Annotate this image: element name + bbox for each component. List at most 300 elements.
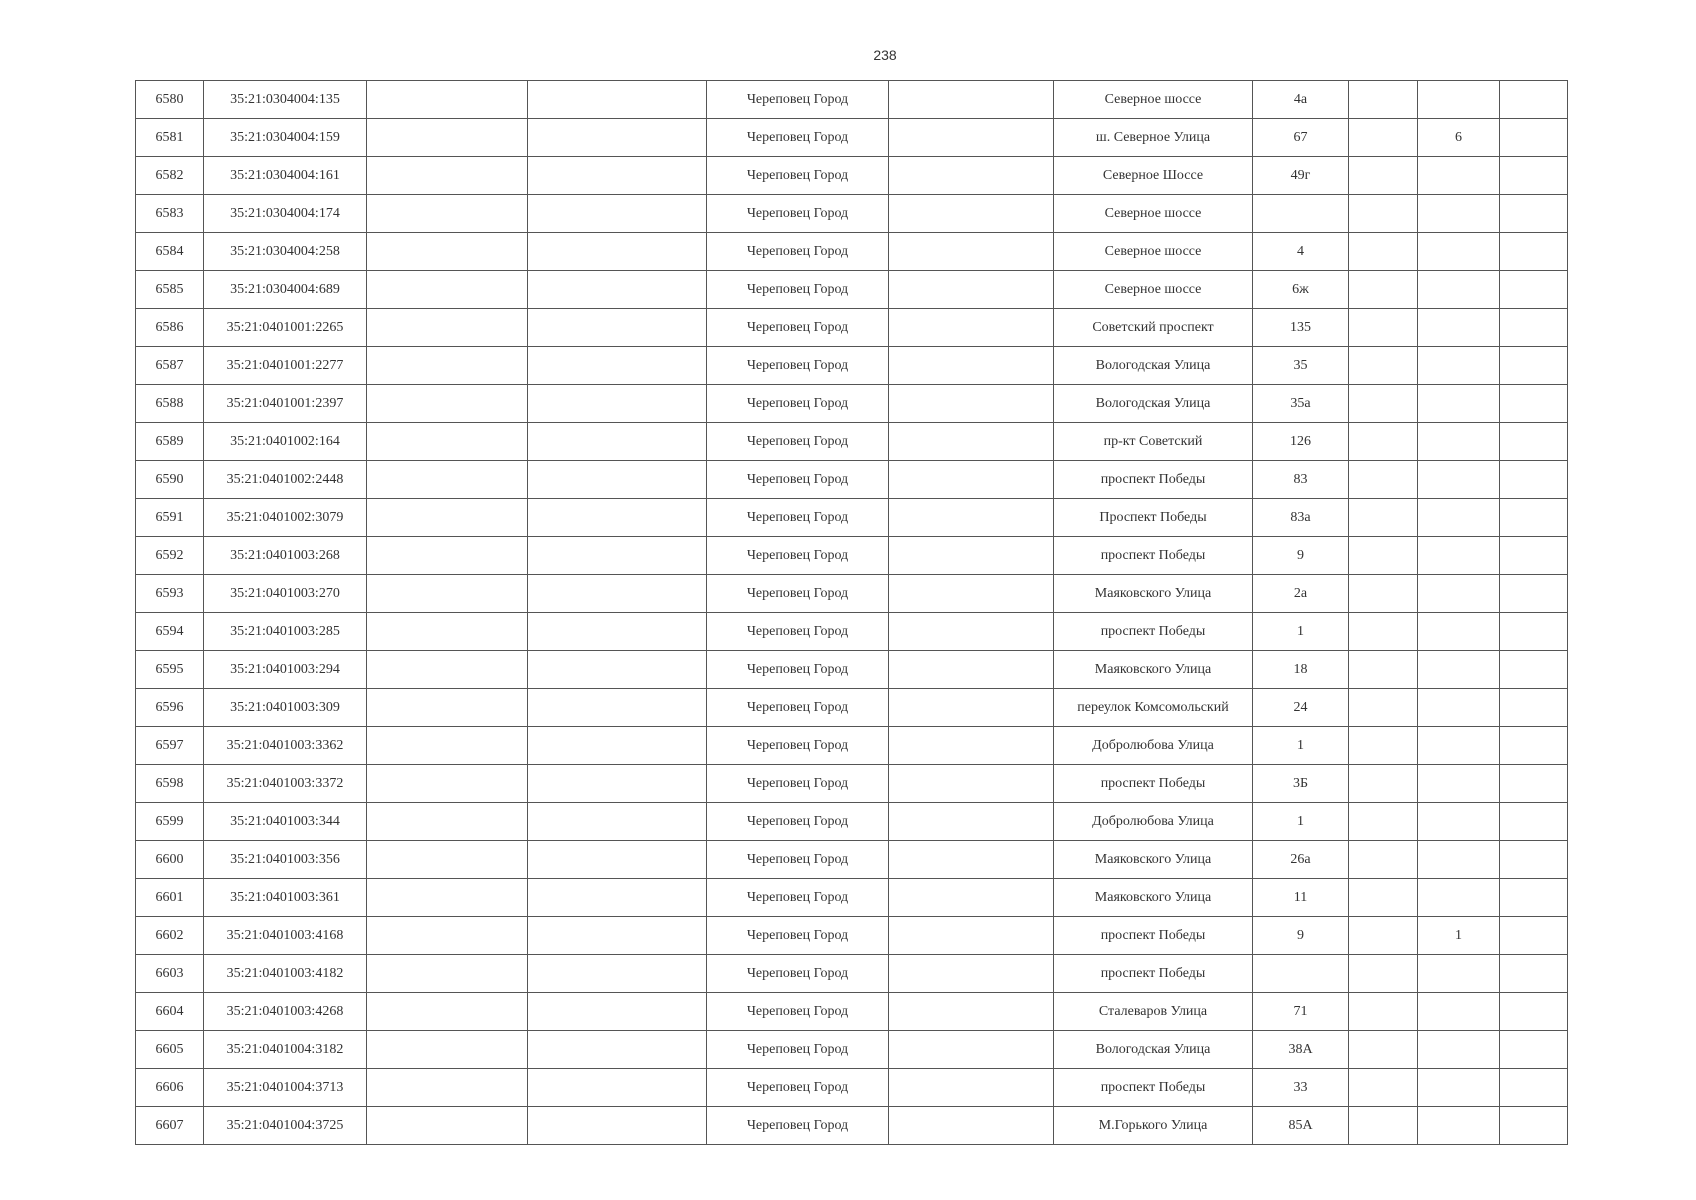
house-number-cell: 33	[1253, 1069, 1349, 1107]
cadastral-number-cell: 35:21:0401003:268	[204, 537, 367, 575]
empty-cell-6	[889, 955, 1054, 993]
table-row	[136, 689, 1568, 727]
empty-cell-11	[1500, 613, 1568, 651]
row-number-cell: 6606	[136, 1069, 204, 1107]
empty-cell-3	[367, 309, 528, 347]
locality-cell: Череповец Город	[707, 233, 889, 271]
cadastral-number-cell: 35:21:0304004:135	[204, 81, 367, 119]
house-number-cell: 49г	[1253, 157, 1349, 195]
building-cell	[1418, 955, 1500, 993]
row-number-cell: 6601	[136, 879, 204, 917]
empty-cell-4	[528, 803, 707, 841]
street-cell: Вологодская Улица	[1054, 385, 1253, 423]
house-number-cell: 26а	[1253, 841, 1349, 879]
locality-cell: Череповец Город	[707, 157, 889, 195]
empty-cell-6	[889, 423, 1054, 461]
row-number-cell: 6598	[136, 765, 204, 803]
row-number-cell: 6584	[136, 233, 204, 271]
table-row	[136, 917, 1568, 955]
row-number-cell: 6592	[136, 537, 204, 575]
empty-cell-11	[1500, 575, 1568, 613]
empty-cell-9	[1349, 1031, 1418, 1069]
street-cell: переулок Комсомольский	[1054, 689, 1253, 727]
empty-cell-4	[528, 917, 707, 955]
building-cell	[1418, 879, 1500, 917]
empty-cell-9	[1349, 119, 1418, 157]
empty-cell-9	[1349, 347, 1418, 385]
table-row	[136, 271, 1568, 309]
house-number-cell: 3Б	[1253, 765, 1349, 803]
empty-cell-3	[367, 993, 528, 1031]
building-cell	[1418, 841, 1500, 879]
empty-cell-3	[367, 271, 528, 309]
empty-cell-11	[1500, 195, 1568, 233]
empty-cell-11	[1500, 727, 1568, 765]
cadastral-number-cell: 35:21:0401003:309	[204, 689, 367, 727]
empty-cell-11	[1500, 347, 1568, 385]
row-number-cell: 6585	[136, 271, 204, 309]
locality-cell: Череповец Город	[707, 81, 889, 119]
row-number-cell: 6588	[136, 385, 204, 423]
empty-cell-6	[889, 575, 1054, 613]
locality-cell: Череповец Город	[707, 955, 889, 993]
empty-cell-3	[367, 575, 528, 613]
locality-cell: Череповец Город	[707, 1031, 889, 1069]
page-number: 238	[873, 47, 897, 63]
row-number-cell: 6582	[136, 157, 204, 195]
empty-cell-4	[528, 271, 707, 309]
empty-cell-6	[889, 347, 1054, 385]
empty-cell-6	[889, 233, 1054, 271]
building-cell	[1418, 727, 1500, 765]
empty-cell-9	[1349, 423, 1418, 461]
empty-cell-3	[367, 651, 528, 689]
row-number-cell: 6594	[136, 613, 204, 651]
table-row	[136, 233, 1568, 271]
street-cell: проспект Победы	[1054, 955, 1253, 993]
house-number-cell: 71	[1253, 993, 1349, 1031]
cadastral-number-cell: 35:21:0304004:161	[204, 157, 367, 195]
cadastral-number-cell: 35:21:0304004:258	[204, 233, 367, 271]
empty-cell-4	[528, 461, 707, 499]
house-number-cell: 1	[1253, 613, 1349, 651]
empty-cell-11	[1500, 879, 1568, 917]
cadastral-number-cell: 35:21:0401004:3725	[204, 1107, 367, 1145]
building-cell	[1418, 1069, 1500, 1107]
empty-cell-6	[889, 651, 1054, 689]
empty-cell-11	[1500, 917, 1568, 955]
building-cell	[1418, 271, 1500, 309]
building-cell: 1	[1418, 917, 1500, 955]
table-row	[136, 955, 1568, 993]
building-cell: 6	[1418, 119, 1500, 157]
row-number-cell: 6586	[136, 309, 204, 347]
empty-cell-9	[1349, 233, 1418, 271]
row-number-cell: 6605	[136, 1031, 204, 1069]
table-row	[136, 575, 1568, 613]
empty-cell-6	[889, 537, 1054, 575]
empty-cell-11	[1500, 1107, 1568, 1145]
empty-cell-4	[528, 765, 707, 803]
table-row	[136, 1069, 1568, 1107]
locality-cell: Череповец Город	[707, 613, 889, 651]
empty-cell-4	[528, 651, 707, 689]
street-cell: Северное шоссе	[1054, 81, 1253, 119]
empty-cell-9	[1349, 765, 1418, 803]
street-cell: Маяковского Улица	[1054, 879, 1253, 917]
empty-cell-4	[528, 81, 707, 119]
empty-cell-4	[528, 195, 707, 233]
table-row	[136, 499, 1568, 537]
locality-cell: Череповец Город	[707, 651, 889, 689]
house-number-cell: 18	[1253, 651, 1349, 689]
row-number-cell: 6593	[136, 575, 204, 613]
table-row	[136, 993, 1568, 1031]
street-cell: Северное шоссе	[1054, 233, 1253, 271]
table-row	[136, 119, 1568, 157]
empty-cell-6	[889, 195, 1054, 233]
row-number-cell: 6595	[136, 651, 204, 689]
empty-cell-9	[1349, 651, 1418, 689]
empty-cell-9	[1349, 575, 1418, 613]
street-cell: проспект Победы	[1054, 613, 1253, 651]
empty-cell-4	[528, 955, 707, 993]
row-number-cell: 6589	[136, 423, 204, 461]
table-row	[136, 1031, 1568, 1069]
locality-cell: Череповец Город	[707, 1107, 889, 1145]
empty-cell-3	[367, 499, 528, 537]
cadastral-number-cell: 35:21:0401001:2397	[204, 385, 367, 423]
empty-cell-9	[1349, 917, 1418, 955]
street-cell: Вологодская Улица	[1054, 1031, 1253, 1069]
locality-cell: Череповец Город	[707, 575, 889, 613]
house-number-cell: 38А	[1253, 1031, 1349, 1069]
empty-cell-6	[889, 765, 1054, 803]
house-number-cell: 85А	[1253, 1107, 1349, 1145]
street-cell: Маяковского Улица	[1054, 841, 1253, 879]
locality-cell: Череповец Город	[707, 765, 889, 803]
cadastral-number-cell: 35:21:0401001:2277	[204, 347, 367, 385]
empty-cell-9	[1349, 993, 1418, 1031]
table-row	[136, 613, 1568, 651]
empty-cell-3	[367, 1031, 528, 1069]
empty-cell-3	[367, 195, 528, 233]
locality-cell: Череповец Город	[707, 537, 889, 575]
street-cell: Добролюбова Улица	[1054, 727, 1253, 765]
locality-cell: Череповец Город	[707, 841, 889, 879]
empty-cell-11	[1500, 841, 1568, 879]
empty-cell-4	[528, 423, 707, 461]
building-cell	[1418, 575, 1500, 613]
cadastral-number-cell: 35:21:0401002:3079	[204, 499, 367, 537]
empty-cell-4	[528, 727, 707, 765]
house-number-cell: 6ж	[1253, 271, 1349, 309]
street-cell: проспект Победы	[1054, 461, 1253, 499]
empty-cell-6	[889, 613, 1054, 651]
empty-cell-3	[367, 841, 528, 879]
empty-cell-9	[1349, 385, 1418, 423]
empty-cell-6	[889, 385, 1054, 423]
empty-cell-3	[367, 917, 528, 955]
cadastral-number-cell: 35:21:0304004:689	[204, 271, 367, 309]
table-row	[136, 651, 1568, 689]
house-number-cell: 9	[1253, 917, 1349, 955]
empty-cell-9	[1349, 195, 1418, 233]
locality-cell: Череповец Город	[707, 803, 889, 841]
building-cell	[1418, 765, 1500, 803]
locality-cell: Череповец Город	[707, 423, 889, 461]
empty-cell-3	[367, 461, 528, 499]
empty-cell-6	[889, 993, 1054, 1031]
table-row	[136, 157, 1568, 195]
street-cell: проспект Победы	[1054, 765, 1253, 803]
empty-cell-6	[889, 727, 1054, 765]
empty-cell-4	[528, 1031, 707, 1069]
row-number-cell: 6599	[136, 803, 204, 841]
empty-cell-6	[889, 1069, 1054, 1107]
street-cell: Советский проспект	[1054, 309, 1253, 347]
street-cell: ш. Северное Улица	[1054, 119, 1253, 157]
empty-cell-11	[1500, 689, 1568, 727]
locality-cell: Череповец Город	[707, 917, 889, 955]
house-number-cell: 135	[1253, 309, 1349, 347]
street-cell: Северное шоссе	[1054, 271, 1253, 309]
cadastral-number-cell: 35:21:0401003:344	[204, 803, 367, 841]
house-number-cell: 2а	[1253, 575, 1349, 613]
empty-cell-9	[1349, 81, 1418, 119]
street-cell: Северное Шоссе	[1054, 157, 1253, 195]
empty-cell-11	[1500, 499, 1568, 537]
empty-cell-4	[528, 613, 707, 651]
table-row	[136, 1107, 1568, 1145]
cadastral-number-cell: 35:21:0304004:159	[204, 119, 367, 157]
empty-cell-3	[367, 81, 528, 119]
empty-cell-4	[528, 689, 707, 727]
empty-cell-9	[1349, 271, 1418, 309]
cadastral-number-cell: 35:21:0401003:4182	[204, 955, 367, 993]
building-cell	[1418, 81, 1500, 119]
locality-cell: Череповец Город	[707, 461, 889, 499]
empty-cell-6	[889, 499, 1054, 537]
empty-cell-6	[889, 119, 1054, 157]
street-cell: Проспект Победы	[1054, 499, 1253, 537]
empty-cell-9	[1349, 841, 1418, 879]
row-number-cell: 6597	[136, 727, 204, 765]
building-cell	[1418, 309, 1500, 347]
empty-cell-6	[889, 879, 1054, 917]
row-number-cell: 6580	[136, 81, 204, 119]
empty-cell-9	[1349, 955, 1418, 993]
house-number-cell: 9	[1253, 537, 1349, 575]
locality-cell: Череповец Город	[707, 385, 889, 423]
empty-cell-11	[1500, 119, 1568, 157]
locality-cell: Череповец Город	[707, 1069, 889, 1107]
cadastral-number-cell: 35:21:0401003:4268	[204, 993, 367, 1031]
street-cell: Северное шоссе	[1054, 195, 1253, 233]
empty-cell-11	[1500, 651, 1568, 689]
empty-cell-6	[889, 81, 1054, 119]
empty-cell-11	[1500, 765, 1568, 803]
locality-cell: Череповец Город	[707, 879, 889, 917]
empty-cell-4	[528, 157, 707, 195]
table-row	[136, 347, 1568, 385]
cadastral-number-cell: 35:21:0401003:294	[204, 651, 367, 689]
house-number-cell	[1253, 955, 1349, 993]
locality-cell: Череповец Город	[707, 993, 889, 1031]
empty-cell-4	[528, 347, 707, 385]
row-number-cell: 6590	[136, 461, 204, 499]
empty-cell-11	[1500, 271, 1568, 309]
empty-cell-11	[1500, 955, 1568, 993]
house-number-cell: 4а	[1253, 81, 1349, 119]
empty-cell-3	[367, 955, 528, 993]
empty-cell-6	[889, 1107, 1054, 1145]
table-row	[136, 803, 1568, 841]
empty-cell-11	[1500, 233, 1568, 271]
locality-cell: Череповец Город	[707, 689, 889, 727]
empty-cell-3	[367, 765, 528, 803]
registry-table	[135, 80, 1568, 1145]
empty-cell-6	[889, 803, 1054, 841]
empty-cell-11	[1500, 157, 1568, 195]
row-number-cell: 6583	[136, 195, 204, 233]
street-cell: Маяковского Улица	[1054, 651, 1253, 689]
street-cell: Вологодская Улица	[1054, 347, 1253, 385]
street-cell: Сталеваров Улица	[1054, 993, 1253, 1031]
empty-cell-6	[889, 1031, 1054, 1069]
empty-cell-9	[1349, 499, 1418, 537]
building-cell	[1418, 385, 1500, 423]
street-cell: Добролюбова Улица	[1054, 803, 1253, 841]
table-row	[136, 309, 1568, 347]
empty-cell-9	[1349, 309, 1418, 347]
empty-cell-4	[528, 119, 707, 157]
table-row	[136, 461, 1568, 499]
empty-cell-3	[367, 613, 528, 651]
locality-cell: Череповец Город	[707, 309, 889, 347]
cadastral-number-cell: 35:21:0401003:361	[204, 879, 367, 917]
street-cell: проспект Победы	[1054, 917, 1253, 955]
empty-cell-4	[528, 309, 707, 347]
empty-cell-6	[889, 271, 1054, 309]
house-number-cell: 35а	[1253, 385, 1349, 423]
table-row	[136, 841, 1568, 879]
street-cell: проспект Победы	[1054, 537, 1253, 575]
empty-cell-3	[367, 385, 528, 423]
house-number-cell: 4	[1253, 233, 1349, 271]
building-cell	[1418, 537, 1500, 575]
cadastral-number-cell: 35:21:0304004:174	[204, 195, 367, 233]
empty-cell-3	[367, 727, 528, 765]
building-cell	[1418, 803, 1500, 841]
empty-cell-11	[1500, 537, 1568, 575]
building-cell	[1418, 195, 1500, 233]
empty-cell-9	[1349, 1069, 1418, 1107]
empty-cell-4	[528, 233, 707, 271]
building-cell	[1418, 347, 1500, 385]
empty-cell-3	[367, 347, 528, 385]
row-number-cell: 6603	[136, 955, 204, 993]
street-cell: пр-кт Советский	[1054, 423, 1253, 461]
building-cell	[1418, 689, 1500, 727]
row-number-cell: 6591	[136, 499, 204, 537]
empty-cell-9	[1349, 537, 1418, 575]
empty-cell-3	[367, 689, 528, 727]
row-number-cell: 6604	[136, 993, 204, 1031]
locality-cell: Череповец Город	[707, 347, 889, 385]
empty-cell-4	[528, 879, 707, 917]
empty-cell-3	[367, 537, 528, 575]
cadastral-number-cell: 35:21:0401002:2448	[204, 461, 367, 499]
table-row	[136, 727, 1568, 765]
locality-cell: Череповец Город	[707, 195, 889, 233]
locality-cell: Череповец Город	[707, 499, 889, 537]
empty-cell-9	[1349, 879, 1418, 917]
cadastral-number-cell: 35:21:0401003:285	[204, 613, 367, 651]
empty-cell-4	[528, 537, 707, 575]
registry-table-body	[136, 81, 1568, 1145]
empty-cell-11	[1500, 1031, 1568, 1069]
empty-cell-3	[367, 157, 528, 195]
street-cell: проспект Победы	[1054, 1069, 1253, 1107]
empty-cell-11	[1500, 81, 1568, 119]
empty-cell-11	[1500, 309, 1568, 347]
empty-cell-4	[528, 499, 707, 537]
row-number-cell: 6600	[136, 841, 204, 879]
building-cell	[1418, 651, 1500, 689]
cadastral-number-cell: 35:21:0401003:3362	[204, 727, 367, 765]
building-cell	[1418, 613, 1500, 651]
row-number-cell: 6587	[136, 347, 204, 385]
table-row	[136, 81, 1568, 119]
house-number-cell: 83а	[1253, 499, 1349, 537]
building-cell	[1418, 1107, 1500, 1145]
row-number-cell: 6596	[136, 689, 204, 727]
cadastral-number-cell: 35:21:0401003:3372	[204, 765, 367, 803]
empty-cell-3	[367, 119, 528, 157]
empty-cell-11	[1500, 423, 1568, 461]
building-cell	[1418, 499, 1500, 537]
empty-cell-3	[367, 423, 528, 461]
empty-cell-9	[1349, 803, 1418, 841]
building-cell	[1418, 993, 1500, 1031]
locality-cell: Череповец Город	[707, 727, 889, 765]
table-row	[136, 537, 1568, 575]
empty-cell-4	[528, 385, 707, 423]
building-cell	[1418, 461, 1500, 499]
empty-cell-6	[889, 461, 1054, 499]
locality-cell: Череповец Город	[707, 119, 889, 157]
empty-cell-11	[1500, 993, 1568, 1031]
empty-cell-9	[1349, 689, 1418, 727]
table-row	[136, 879, 1568, 917]
empty-cell-3	[367, 1069, 528, 1107]
street-cell: Маяковского Улица	[1054, 575, 1253, 613]
cadastral-number-cell: 35:21:0401001:2265	[204, 309, 367, 347]
cadastral-number-cell: 35:21:0401002:164	[204, 423, 367, 461]
cadastral-number-cell: 35:21:0401003:356	[204, 841, 367, 879]
empty-cell-11	[1500, 461, 1568, 499]
empty-cell-11	[1500, 385, 1568, 423]
house-number-cell	[1253, 195, 1349, 233]
cadastral-number-cell: 35:21:0401003:270	[204, 575, 367, 613]
empty-cell-9	[1349, 613, 1418, 651]
empty-cell-9	[1349, 157, 1418, 195]
table-row	[136, 765, 1568, 803]
row-number-cell: 6602	[136, 917, 204, 955]
house-number-cell: 83	[1253, 461, 1349, 499]
house-number-cell: 1	[1253, 727, 1349, 765]
